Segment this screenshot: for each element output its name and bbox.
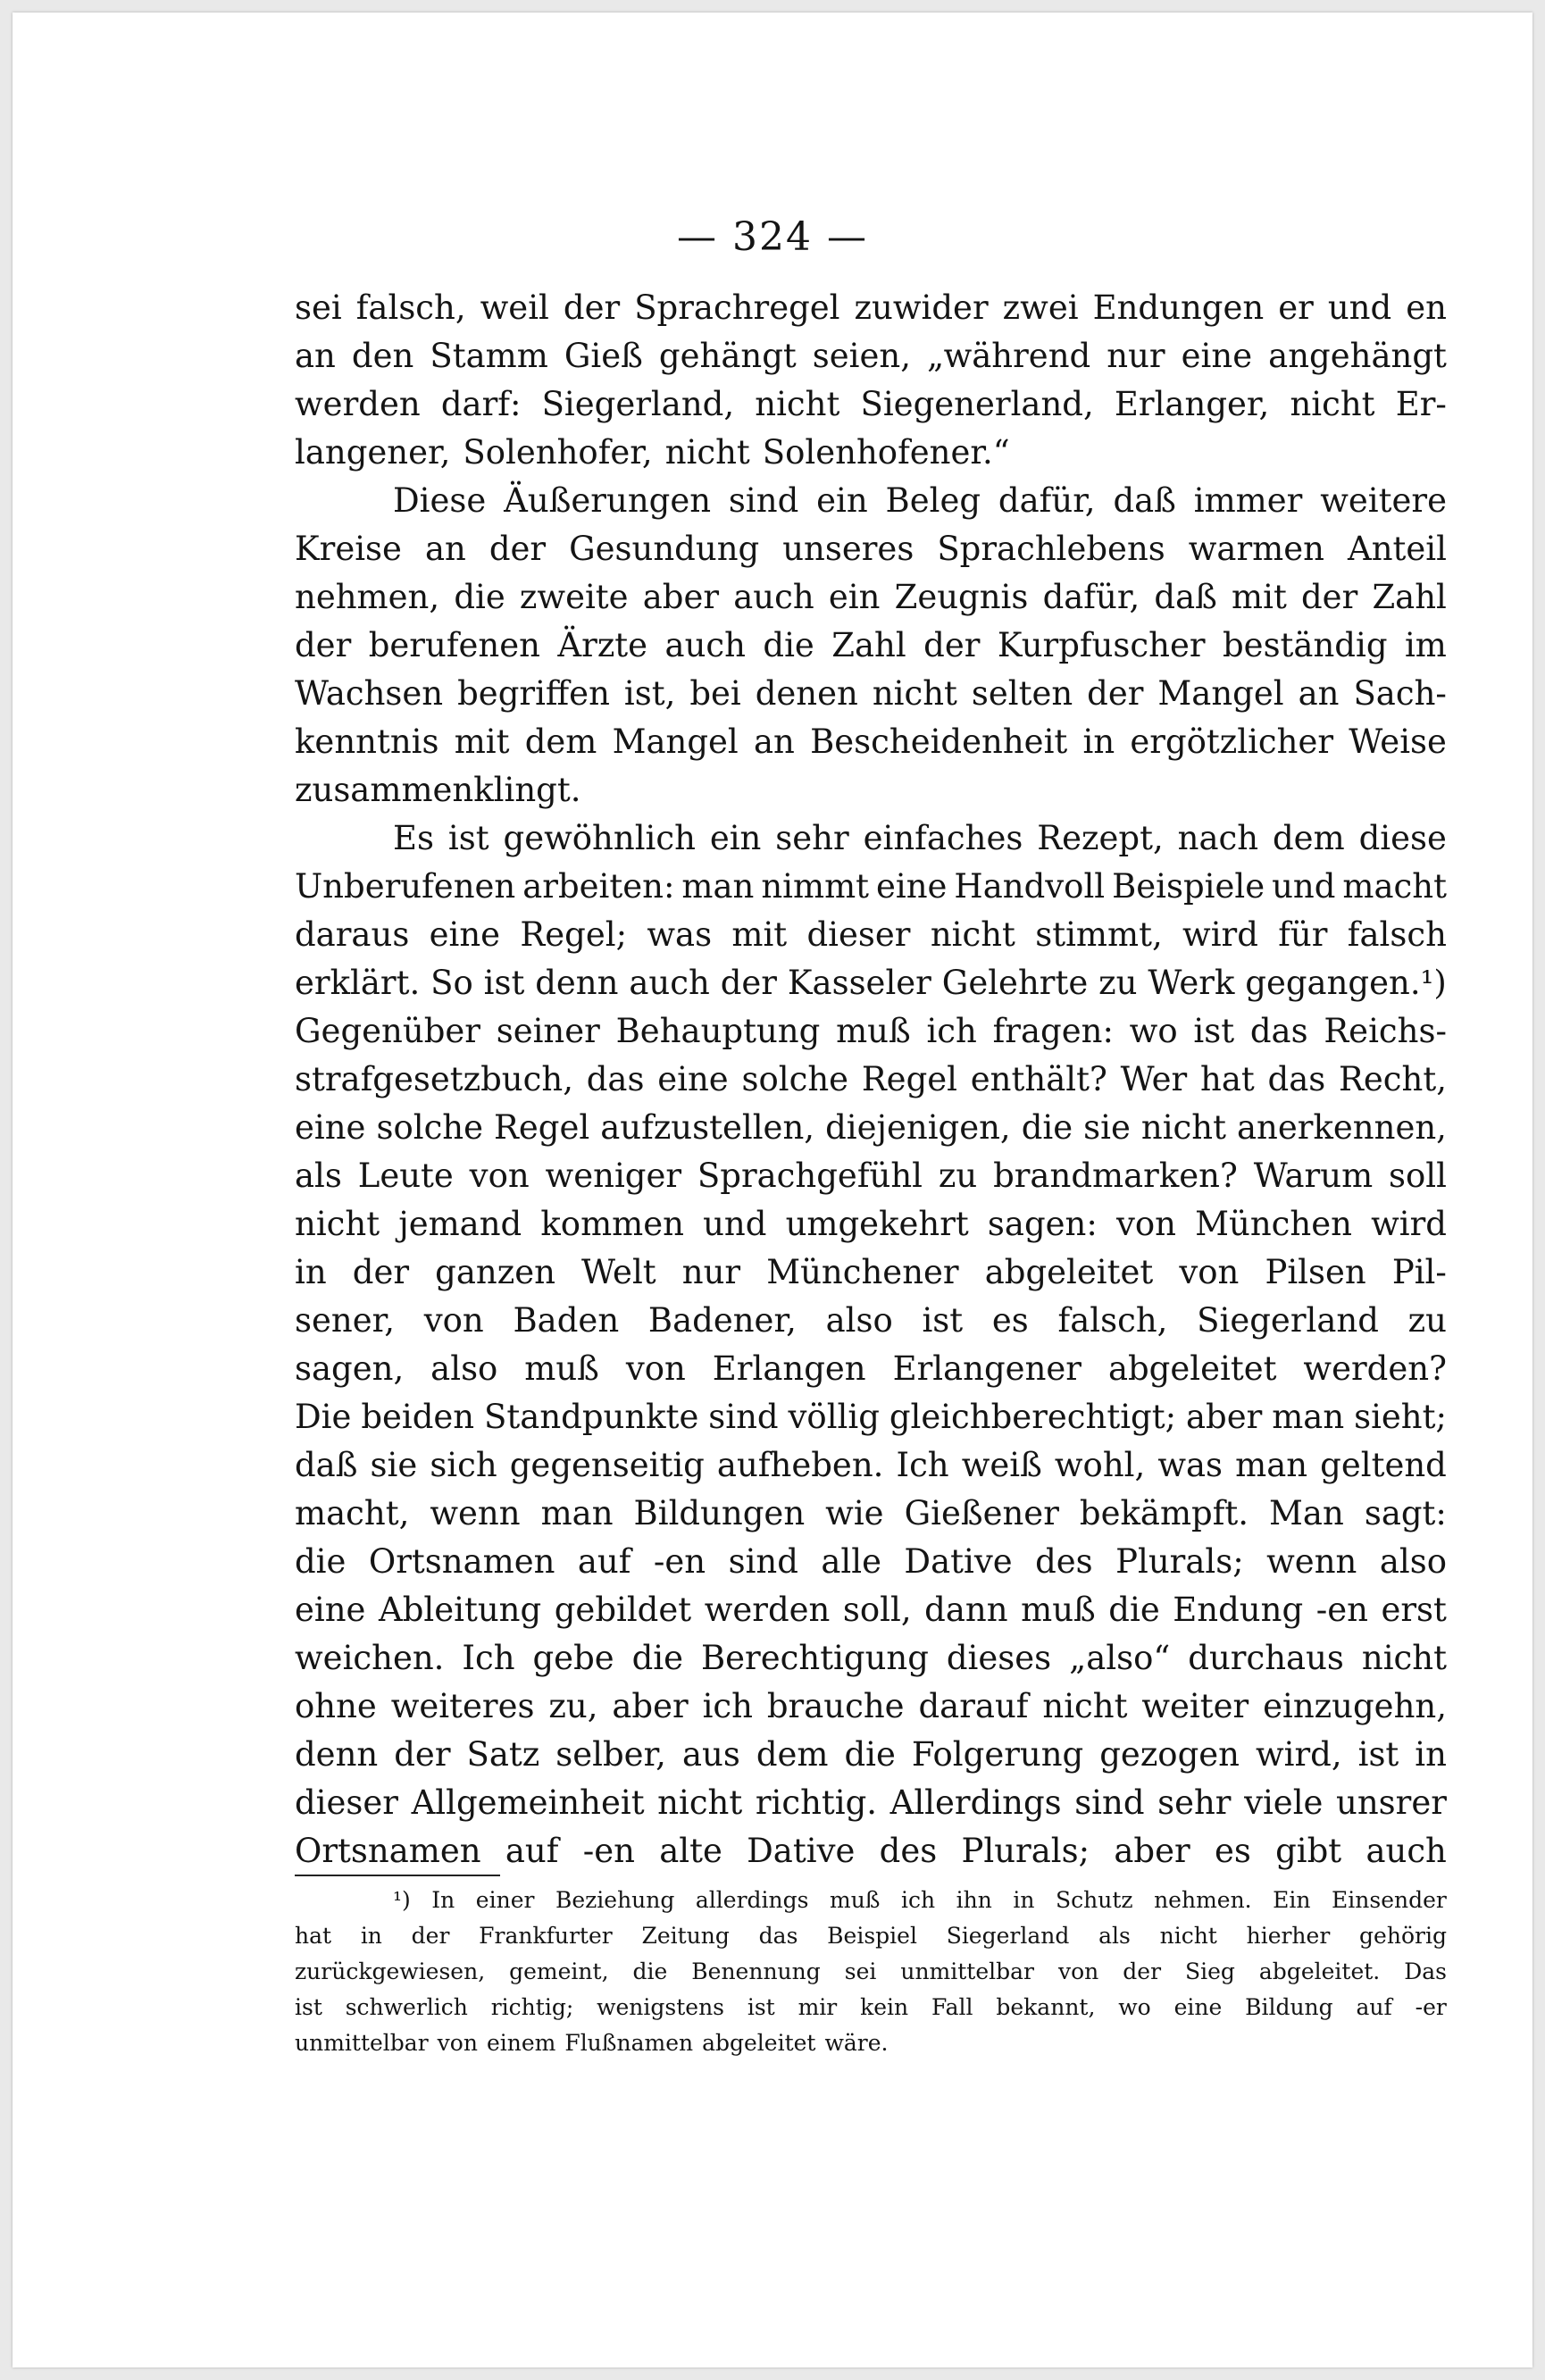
text-line: eine solche Regel aufzustellen, diejenigen, die sie nicht anerkennen, [295, 1108, 1447, 1147]
text-line: in der ganzen Welt nur Münchener abgeleitet von Pilsen Pil- [295, 1253, 1447, 1291]
text-line: strafgesetzbuch, das eine solche Regel enthält? Wer hat das Recht, [295, 1060, 1447, 1098]
text-line: Es ist gewöhnlich ein sehr einfaches Rezept, nach dem diese [393, 819, 1447, 857]
text-line: daraus eine Regel; was mit dieser nicht stimmt, wird für falsch [295, 915, 1447, 954]
page-number: — 324 — [677, 214, 868, 260]
text-line: als Leute von weniger Sprachgefühl zu brandmarken? Warum soll [295, 1157, 1447, 1195]
text-line: Diese Äußerungen sind ein Beleg dafür, daß immer weitere [393, 481, 1447, 520]
text-line: die Ortsnamen auf -en sind alle Dative des Plurals; wenn also [295, 1542, 1447, 1581]
footnote-rule [295, 1875, 500, 1876]
footnote [295, 1883, 1447, 2061]
text-line: Gegenüber seiner Behauptung muß ich fragen: wo ist das Reichs- [295, 1012, 1447, 1050]
text-line: an den Stamm Gieß gehängt seien, „während nur eine angehängt [295, 337, 1447, 375]
text-line: nehmen, die zweite aber auch ein Zeugnis dafür, daß mit der Zahl [295, 578, 1447, 616]
text-line: macht, wenn man Bildungen wie Gießener bekämpft. Man sagt: [295, 1494, 1447, 1532]
text-line: der berufenen Ärzte auch die Zahl der Kurpfuscher beständig im [295, 626, 1447, 664]
text-line: Die beiden Standpunkte sind völlig gleichberechtigt; aber man sieht; [295, 1398, 1447, 1436]
text-line: ohne weiteres zu, aber ich brauche darauf nicht weiter einzugehn, [295, 1687, 1447, 1725]
footnote-line: hat in der Frankfurter Zeitung das Beispiel Siegerland als nicht hierher gehörig [295, 1923, 1447, 1949]
text-line: zusammenklingt. [295, 771, 581, 809]
text-line: weichen. Ich gebe die Berechtigung dieses „also“ durchaus nicht [295, 1639, 1447, 1677]
text-line: Wachsen begriffen ist, bei denen nicht selten der Mangel an Sach- [295, 674, 1447, 713]
main-text [295, 284, 1447, 1875]
text-line: werden darf: Siegerland, nicht Siegenerland, Erlanger, nicht Er- [295, 385, 1447, 423]
text-line: sagen, also muß von Erlangen Erlangener abgeleitet werden? [295, 1349, 1447, 1388]
footnote-line: ist schwerlich richtig; wenigstens ist mir kein Fall bekannt, wo eine Bildung auf -er [295, 1994, 1447, 2020]
text-line: nicht jemand kommen und umgekehrt sagen: von München wird [295, 1205, 1447, 1243]
text-line: dieser Allgemeinheit nicht richtig. Allerdings sind sehr viele unsrer [295, 1783, 1447, 1822]
footnote-line: ¹) In einer Beziehung allerdings muß ich ihn in Schutz nehmen. Ein Einsender [393, 1887, 1447, 1913]
text-line: denn der Satz selber, aus dem die Folgerung gezogen wird, ist in [295, 1735, 1447, 1774]
text-line: Unberufenen arbeiten: man nimmt eine Handvoll Beispiele und macht [295, 867, 1447, 906]
text-line: sei falsch, weil der Sprachregel zuwider zwei Endungen er und en [295, 288, 1447, 327]
text-line: sener, von Baden Badener, also ist es falsch, Siegerland zu [295, 1301, 1447, 1340]
footnote-line: unmittelbar von einem Flußnamen abgeleitet wäre. [295, 2030, 889, 2056]
footnote-line: zurückgewiesen, gemeint, die Benennung sei unmittelbar von der Sieg abgeleitet. Das [295, 1958, 1447, 1984]
text-line: eine Ableitung gebildet werden soll, dann muß die Endung -en erst [295, 1591, 1447, 1629]
text-line: Kreise an der Gesundung unseres Sprachlebens warmen Anteil [295, 530, 1447, 568]
text-line: Ortsnamen auf -en alte Dative des Plurals; aber es gibt auch [295, 1832, 1447, 1870]
text-line: kenntnis mit dem Mangel an Bescheidenheit in ergötzlicher Weise [295, 722, 1447, 761]
text-line: erklärt. So ist denn auch der Kasseler Gelehrte zu Werk gegangen.¹) [295, 964, 1447, 1002]
text-line: daß sie sich gegenseitig aufheben. Ich weiß wohl, was man geltend [295, 1446, 1447, 1484]
text-line: langener, Solenhofer, nicht Solenhofener.“ [295, 433, 1010, 472]
